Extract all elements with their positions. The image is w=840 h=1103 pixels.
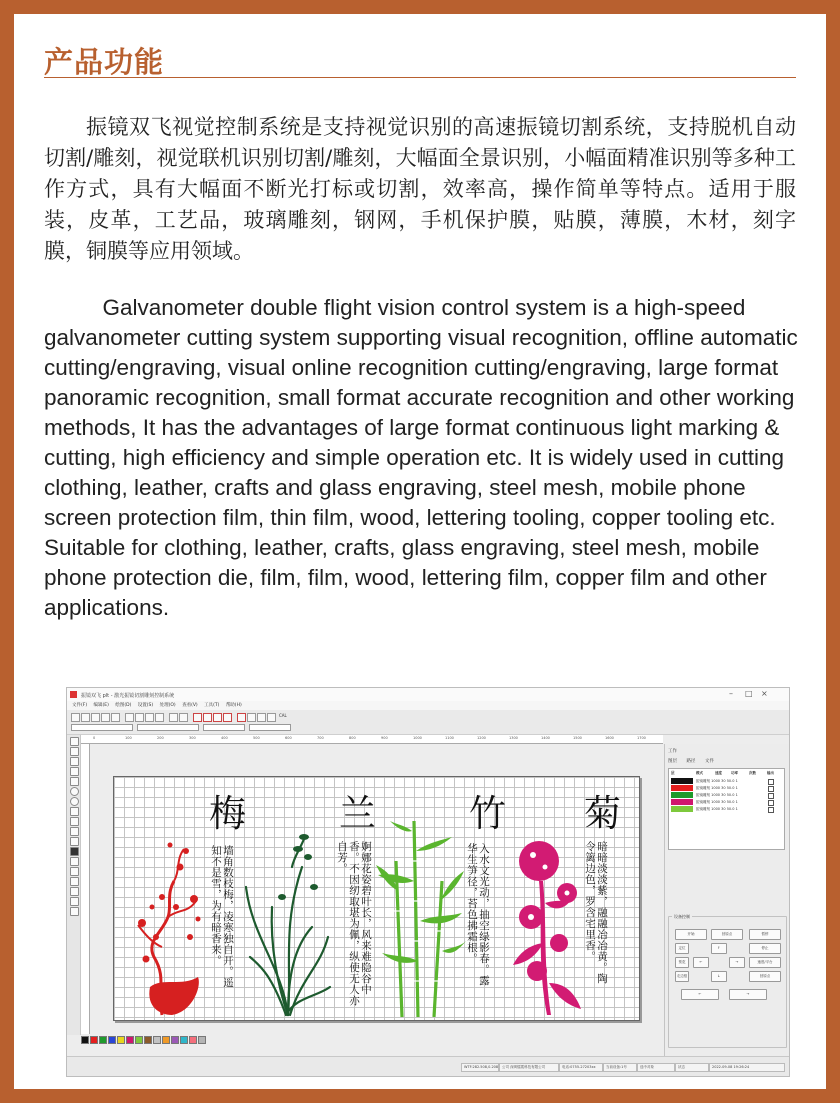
panel-title: 工作 xyxy=(668,749,677,754)
start-button[interactable]: 开始 xyxy=(675,929,707,940)
palette-swatch[interactable] xyxy=(117,1036,125,1044)
menu-draw[interactable]: 绘图(D) xyxy=(115,703,132,708)
horizontal-ruler xyxy=(81,735,663,744)
palette-swatch[interactable] xyxy=(90,1036,98,1044)
vertical-ruler xyxy=(81,744,90,1034)
status-company: 公司 深圳镭霆科技有限公司 xyxy=(499,1063,559,1072)
tab-layers[interactable]: 图层 xyxy=(668,759,677,764)
jog-up-button[interactable]: ↑ xyxy=(711,943,727,954)
ruler-mark: 1500 xyxy=(573,736,582,740)
fill-tool-icon[interactable] xyxy=(70,847,79,856)
palette-swatch[interactable] xyxy=(135,1036,143,1044)
status-selection: 选中对象 xyxy=(637,1063,675,1072)
ruler-mark: 1700 xyxy=(637,736,646,740)
delete-icon[interactable] xyxy=(155,713,164,722)
palette-swatch[interactable] xyxy=(171,1036,179,1044)
layer-params: 振镜雕刻 1000 30 50.0 1 xyxy=(696,786,738,790)
ruler-mark: 1100 xyxy=(445,736,454,740)
bamboo-poem: 入水文光动，抽空绿影春。露华生笋径，苔色拂霜根。 xyxy=(466,843,490,986)
copy-icon[interactable] xyxy=(135,713,144,722)
polyline-tool-icon[interactable] xyxy=(70,767,79,776)
header-cell: 速度 xyxy=(715,771,722,775)
toolbar xyxy=(67,710,789,735)
stop-button[interactable]: 停止 xyxy=(749,943,781,954)
layer-row[interactable] xyxy=(671,806,781,812)
rotate-left-button[interactable]: ← xyxy=(681,989,719,1000)
tab-files[interactable]: 文件 xyxy=(704,759,714,764)
layer-color xyxy=(671,778,693,784)
window-titlebar xyxy=(67,688,789,701)
status-datetime: 2022-09-08 19:26:24 xyxy=(709,1063,785,1072)
import-icon[interactable] xyxy=(101,713,110,722)
offset-tool-icon[interactable] xyxy=(70,857,79,866)
array-tool-icon[interactable] xyxy=(70,867,79,876)
header-cell: 功率 xyxy=(731,771,738,775)
palette-swatch[interactable] xyxy=(189,1036,197,1044)
layer-params: 振镜雕刻 1000 30 50.0 1 xyxy=(696,793,738,797)
jog-down-button[interactable]: ↓ xyxy=(711,971,727,982)
layer-params: 振镜雕刻 1000 30 50.0 1 xyxy=(696,800,738,804)
orchid-character: 兰 xyxy=(339,792,376,835)
app-icon xyxy=(70,691,77,698)
new-file-icon[interactable] xyxy=(71,713,80,722)
layer-color xyxy=(671,785,693,791)
ruler-mark: 0 xyxy=(93,736,96,740)
content-panel xyxy=(14,14,826,1089)
output-checkbox[interactable] xyxy=(768,807,774,813)
ruler-mark: 1000 xyxy=(413,736,422,740)
tab-paths[interactable]: 路径 xyxy=(686,759,696,764)
device-control-title: 设备控制 xyxy=(674,914,690,919)
plum-character: 梅 xyxy=(209,792,246,835)
output-checkbox[interactable] xyxy=(768,793,774,799)
rotate-right-button[interactable]: → xyxy=(729,989,767,1000)
status-phone: 电话:0755-27203xx xyxy=(559,1063,603,1072)
bamboo-artwork xyxy=(376,821,466,1017)
ruler-mark: 1200 xyxy=(477,736,486,740)
layer-icon[interactable] xyxy=(257,713,266,722)
ruler-mark: 400 xyxy=(221,736,228,740)
layer-params: 振镜雕刻 1000 30 50.0 1 xyxy=(696,807,738,811)
output-checkbox[interactable] xyxy=(768,800,774,806)
curve-tool-icon[interactable] xyxy=(70,777,79,786)
output-checkbox[interactable] xyxy=(768,779,774,785)
ellipse-tool-icon[interactable] xyxy=(70,797,79,806)
return-button[interactable]: 回原点 xyxy=(749,971,781,982)
status-bar xyxy=(67,1056,789,1077)
plum-poem: 墙角数枝梅，凌寒独自开。遥知不是雪，为有暗香来。 xyxy=(210,845,234,988)
layer-row[interactable] xyxy=(671,785,781,791)
palette-swatch[interactable] xyxy=(198,1036,206,1044)
paste-icon[interactable] xyxy=(145,713,154,722)
return-origin-button[interactable]: 回原点 xyxy=(711,929,743,940)
jog-right-button[interactable]: → xyxy=(729,957,745,968)
size-field[interactable] xyxy=(203,724,245,731)
menu-bar xyxy=(67,701,789,710)
intro-paragraph-english: Galvanometer double flight vision control system is a high-speed galvanometer cutting system supporting visual recognition, offline automatic cutting/engraving, visual online recognition cutting/engraving, large format panoramic recognition, small format accurate recognition and other working methods, It has the advantages of large format continuous light marking & cutting, high efficiency and simple operation etc. It is widely used in cutting clothing, leather, crafts and glass engraving, steel mesh, mobile phone screen protection film, thin film, wood, lettering tooling, copper tooling etc. Suitable for clothing, leather, crafts, glass engraving, steel mesh, mobile phone protection die, film, film, wood, lettering film, copper film and other applications. xyxy=(44,295,798,620)
orchid-poem: 婀娜花姿碧叶长，风来难隐谷中香。不因纫取堪为佩，纵使无人亦自芳。 xyxy=(336,841,372,1006)
layer-row[interactable] xyxy=(671,792,781,798)
camera-tool-icon[interactable] xyxy=(70,907,79,916)
intro-paragraph-chinese: 振镜双飞视觉控制系统是支持视觉识别的高速振镜切割系统，支持脱机自动切割/雕刻，视觉联机识别切割/雕刻，大幅面全景识别，小幅面精准识别等多种工作方式，具有大幅面不断光打标或切割，效率高，操作简单等特点。适用于服装，皮革，工艺品，玻璃雕刻，钢网，手机保护膜，贴膜，薄膜，木材，刻字膜，铜膜等应用领域。 xyxy=(44,115,796,263)
panel-tabs xyxy=(668,758,722,764)
ruler-mark: 1600 xyxy=(605,736,614,740)
palette-swatch[interactable] xyxy=(144,1036,152,1044)
menu-view[interactable]: 查看(V) xyxy=(182,703,198,708)
right-control-panel xyxy=(664,744,789,1056)
calibration-label[interactable]: CAL xyxy=(279,713,287,718)
measure-tool-icon[interactable] xyxy=(70,837,79,846)
mirror-tool-icon[interactable] xyxy=(70,877,79,886)
bamboo-character: 竹 xyxy=(469,792,506,835)
header-cell: 模式 xyxy=(696,771,703,775)
jog-left-button[interactable]: ← xyxy=(693,957,709,968)
heading-divider xyxy=(44,77,796,78)
status-state: 状态 xyxy=(675,1063,709,1072)
speed-platform-button[interactable]: 速度/平台 xyxy=(749,957,781,968)
cut-icon[interactable] xyxy=(125,713,134,722)
export-icon[interactable] xyxy=(111,713,120,722)
ruler-mark: 600 xyxy=(285,736,292,740)
palette-swatch[interactable] xyxy=(153,1036,161,1044)
orchid-artwork xyxy=(242,827,332,1017)
layer-row[interactable] xyxy=(671,799,781,805)
line-tool-icon[interactable] xyxy=(70,757,79,766)
software-screenshot xyxy=(66,687,790,1077)
status-coordinates: WTF:282.508,0.208 xyxy=(461,1063,499,1072)
header-cell: 输出 xyxy=(767,771,774,775)
palette-swatch[interactable] xyxy=(180,1036,188,1044)
header-cell: 次数 xyxy=(749,771,756,775)
rotate-field[interactable] xyxy=(249,724,291,731)
ruler-mark: 1300 xyxy=(509,736,518,740)
position-x-field[interactable] xyxy=(71,724,133,731)
ruler-mark: 700 xyxy=(317,736,324,740)
origin-button[interactable]: 定位 xyxy=(675,943,689,954)
ruler-mark: 200 xyxy=(157,736,164,740)
rectangle-tool-icon[interactable] xyxy=(70,807,79,816)
layer-color xyxy=(671,792,693,798)
select-tool-icon[interactable] xyxy=(70,737,79,746)
node-tool-icon[interactable] xyxy=(70,747,79,756)
menu-help[interactable]: 帮助(H) xyxy=(225,703,242,708)
header-cell: 层 xyxy=(671,771,675,775)
open-file-icon[interactable] xyxy=(81,713,90,722)
status-device: 当前设备:1号 xyxy=(603,1063,637,1072)
color-palette xyxy=(81,1036,221,1044)
window-title: 振镜双飞 plt - 激光振镜切割雕刻控制系统 xyxy=(81,693,175,699)
chrysanthemum-artwork xyxy=(509,833,589,1017)
menu-process[interactable]: 处理(O) xyxy=(159,703,176,708)
pause-button[interactable]: 暂停 xyxy=(749,929,781,940)
layer-color xyxy=(671,799,693,805)
menu-edit[interactable]: 编辑(E) xyxy=(93,703,109,708)
minimize-icon[interactable]: – xyxy=(729,689,733,698)
palette-swatch[interactable] xyxy=(81,1036,89,1044)
zoom-in-icon[interactable] xyxy=(203,713,212,722)
text-tool-icon[interactable] xyxy=(70,817,79,826)
ruler-mark: 800 xyxy=(349,736,356,740)
ruler-mark: 100 xyxy=(125,736,132,740)
close-icon[interactable]: × xyxy=(761,689,768,698)
redo-icon[interactable] xyxy=(179,713,188,722)
palette-swatch[interactable] xyxy=(162,1036,170,1044)
plum-blossom-artwork xyxy=(132,837,210,1017)
layer-color xyxy=(671,806,693,812)
output-checkbox[interactable] xyxy=(768,786,774,792)
align-tool-icon[interactable] xyxy=(70,887,79,896)
work-canvas[interactable] xyxy=(113,776,640,1021)
frame-preview-button[interactable]: 预览 xyxy=(675,957,689,968)
palette-swatch[interactable] xyxy=(99,1036,107,1044)
maximize-icon[interactable]: □ xyxy=(745,689,753,698)
grid-icon[interactable] xyxy=(247,713,256,722)
left-toolbox xyxy=(67,735,81,1035)
menu-tools[interactable]: 工具(T) xyxy=(204,703,220,708)
pen-tool-icon[interactable] xyxy=(70,827,79,836)
gear-icon[interactable] xyxy=(237,713,246,722)
palette-swatch[interactable] xyxy=(126,1036,134,1044)
menu-file[interactable]: 文件(F) xyxy=(72,703,88,708)
ruler-mark: 500 xyxy=(253,736,260,740)
device-control-group xyxy=(668,916,787,1048)
zoom-out-icon[interactable] xyxy=(213,713,222,722)
ruler-mark: 1400 xyxy=(541,736,550,740)
circle-tool-icon[interactable] xyxy=(70,787,79,796)
hand-icon[interactable] xyxy=(193,713,202,722)
zoom-fit-icon[interactable] xyxy=(223,713,232,722)
group-tool-icon[interactable] xyxy=(70,897,79,906)
chrysanthemum-character: 菊 xyxy=(584,792,621,835)
ruler-mark: 300 xyxy=(189,736,196,740)
layer-row[interactable] xyxy=(671,778,781,784)
layer-table xyxy=(668,768,785,850)
palette-swatch[interactable] xyxy=(108,1036,116,1044)
position-y-field[interactable] xyxy=(137,724,199,731)
layer-params: 振镜雕刻 1000 30 50.0 1 xyxy=(696,779,738,783)
ruler-mark: 900 xyxy=(381,736,388,740)
layer-table-header xyxy=(671,770,781,776)
camera-icon[interactable] xyxy=(267,713,276,722)
chrysanthemum-poem: 暗暗淡淡紫，融融冶冶黄。陶令篱边色，罗含宅里香。 xyxy=(584,841,608,984)
menu-settings[interactable]: 设置(S) xyxy=(137,703,154,708)
frame-button[interactable]: 走边框 xyxy=(675,971,689,982)
save-icon[interactable] xyxy=(91,713,100,722)
section-heading: 产品功能 xyxy=(44,45,165,79)
undo-icon[interactable] xyxy=(169,713,178,722)
